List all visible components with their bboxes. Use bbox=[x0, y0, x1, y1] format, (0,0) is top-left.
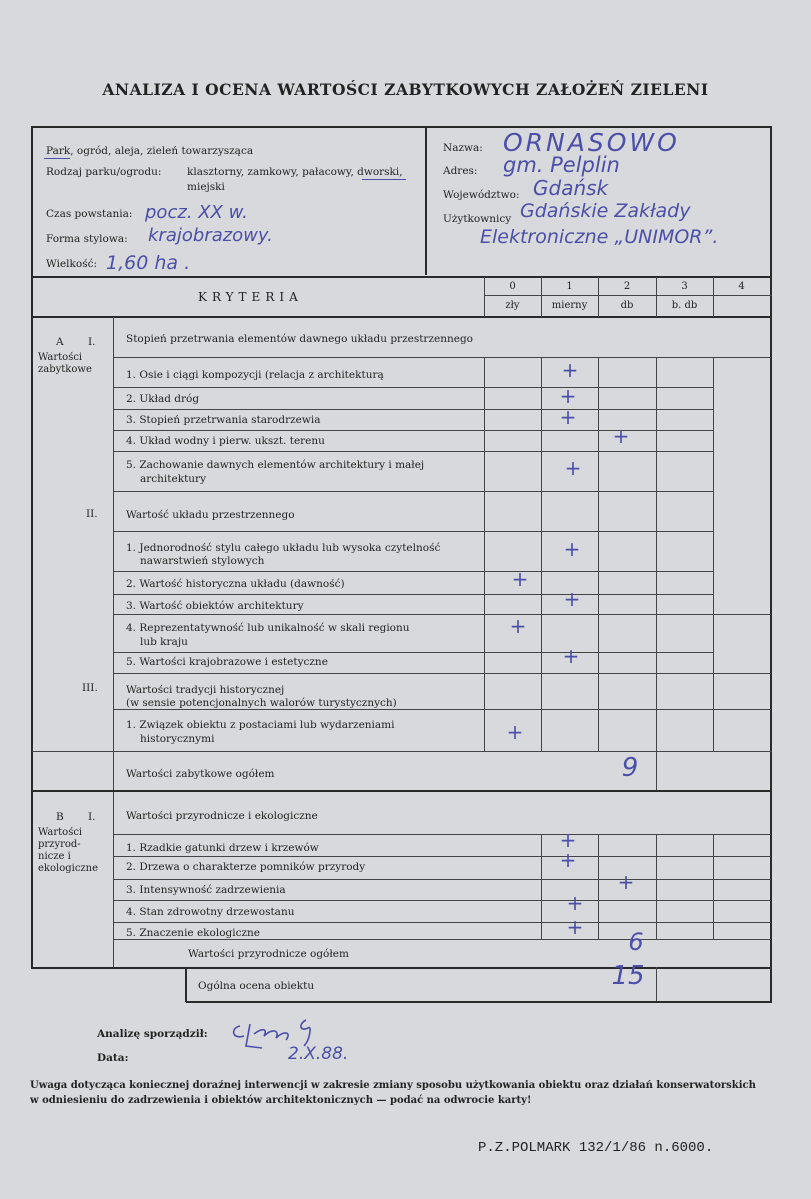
b-title-rule bbox=[113, 834, 771, 835]
type-label: Park, ogród, aleja, zieleń towarzysząca bbox=[46, 145, 254, 157]
criteria-col-divider bbox=[484, 295, 772, 296]
section-a-total-value: 9 bbox=[621, 753, 639, 783]
overall-divider bbox=[656, 967, 657, 1002]
mark-g1-4: + bbox=[612, 424, 630, 448]
name-label: Nazwa: bbox=[443, 142, 483, 154]
b-item-3: 3. Intensywność zadrzewienia bbox=[126, 884, 286, 896]
group3-title-1: Wartości tradycji historycznej bbox=[126, 684, 285, 696]
col-1-num: 1 bbox=[566, 281, 573, 292]
overall-value: 15 bbox=[611, 961, 645, 991]
name-value: ORNASOWO bbox=[503, 128, 680, 157]
date-label: Data: bbox=[97, 1052, 129, 1064]
grid-col-2 bbox=[598, 357, 599, 752]
users-value-1: Gdańskie Zakłady bbox=[520, 200, 691, 222]
form-code: P.Z.POLMARK 132/1/86 n.6000. bbox=[478, 1140, 714, 1156]
section-b-title: Wartości przyrodnicze i ekologiczne bbox=[126, 810, 318, 822]
style-value: krajobrazowy. bbox=[148, 225, 273, 246]
note-line-1: Uwaga dotycząca koniecznej doraźnej interwencji w zakresie zmiany sposobu użytkowania obiektu oraz działań konserwatorskich bbox=[30, 1080, 756, 1091]
mark-g2-3: + bbox=[563, 587, 581, 611]
note-line-2: w odniesieniu do zadrzewienia i obiektów architektonicznych — podać na odwrocie karty! bbox=[30, 1095, 532, 1106]
g2-title-rule bbox=[113, 531, 713, 532]
b-item-1: 1. Rzadkie gatunki drzew i krzewów bbox=[126, 842, 319, 854]
g2-rule-3 bbox=[113, 614, 771, 615]
g2-item-4b: lub kraju bbox=[140, 636, 188, 648]
kind-label: Rodzaj parku/ogrodu: bbox=[46, 166, 162, 178]
col-3-num: 3 bbox=[681, 281, 688, 292]
group1-title: Stopień przetrwania elementów dawnego układu przestrzennego bbox=[126, 333, 473, 345]
col-line-2 bbox=[598, 277, 599, 317]
group2-title: Wartość układu przestrzennego bbox=[126, 509, 295, 521]
voivodeship-label: Województwo: bbox=[443, 189, 520, 201]
a-total-divider bbox=[656, 752, 657, 790]
g2-rule-2 bbox=[113, 594, 713, 595]
section-b-name-2: przyrod- bbox=[38, 839, 81, 850]
section-a-letter: A bbox=[56, 336, 64, 348]
form-right-border bbox=[770, 126, 772, 1002]
mark-b-5: + bbox=[566, 915, 584, 939]
b-rule-3 bbox=[113, 900, 771, 901]
grid-b-col-0 bbox=[541, 834, 542, 940]
g3-title-rule bbox=[113, 709, 771, 710]
g3-rule-1 bbox=[32, 751, 772, 752]
section-a-bottom-border bbox=[32, 790, 772, 792]
g1-item-1: 1. Osie i ciągi kompozycji (relacja z architekturą bbox=[126, 369, 384, 381]
col-line-1 bbox=[541, 277, 542, 317]
section-b-name-4: ekologiczne bbox=[38, 863, 99, 874]
mark-g1-3: + bbox=[559, 405, 577, 429]
col-line-4 bbox=[713, 277, 714, 317]
g1-item-3: 3. Stopień przetrwania starodrzewia bbox=[126, 414, 321, 426]
g1-item-5: 5. Zachowanie dawnych elementów architektury i małej bbox=[126, 459, 425, 471]
section-b-name-3: nicze i bbox=[38, 851, 71, 862]
g2-item-5: 5. Wartości krajobrazowe i estetyczne bbox=[126, 656, 328, 668]
g2-rule-4 bbox=[113, 652, 713, 653]
col-line-3 bbox=[656, 277, 657, 317]
col-2-name: db bbox=[620, 300, 634, 311]
section-b-bottom-border bbox=[32, 967, 772, 969]
b-rule-2 bbox=[113, 879, 771, 880]
grid-b-col-2 bbox=[656, 834, 657, 940]
section-a-name-2: zabytkowe bbox=[38, 364, 92, 375]
group3-num: III. bbox=[82, 682, 98, 694]
criteria-bottom-border bbox=[32, 316, 772, 318]
grid-col-4 bbox=[713, 357, 714, 752]
mark-b-1: + bbox=[559, 828, 577, 852]
section-b-letter: B bbox=[56, 811, 64, 823]
form-title: ANALIZA I OCENA WARTOŚCI ZABYTKOWYCH ZAŁOŻEŃ ZIELENI bbox=[102, 80, 709, 99]
g2-item-2: 2. Wartość historyczna układu (dawność) bbox=[126, 578, 345, 590]
b-item-4: 4. Stan zdrowotny drzewostanu bbox=[126, 906, 295, 918]
group2-num: II. bbox=[86, 508, 98, 520]
kind-values-1: klasztorny, zamkowy, pałacowy, dworski, bbox=[187, 166, 403, 178]
col-0-num: 0 bbox=[509, 281, 516, 292]
overall-left-border bbox=[185, 967, 187, 1002]
group1-title-rule bbox=[113, 357, 771, 358]
mark-g2-4: + bbox=[509, 614, 527, 638]
address-label: Adres: bbox=[443, 165, 478, 177]
g2-item-4: 4. Reprezentatywność lub unikalność w skali regionu bbox=[126, 622, 410, 634]
g1-item-4: 4. Układ wodny i pierw. ukszt. terenu bbox=[126, 435, 325, 447]
origin-value: pocz. XX w. bbox=[145, 202, 248, 223]
g2-rule-1 bbox=[113, 571, 713, 572]
mark-b-3: + bbox=[617, 870, 635, 894]
group3-title-2: (w sensie potencjonalnych walorów turystycznych) bbox=[126, 697, 397, 709]
section-label-divider bbox=[113, 317, 114, 968]
section-b-num: I. bbox=[88, 811, 96, 823]
size-label: Wielkość: bbox=[46, 258, 98, 270]
col-3-name: b. db bbox=[671, 300, 698, 311]
col-line-0 bbox=[484, 277, 485, 317]
group1-num: I. bbox=[88, 336, 96, 348]
b-rule-5 bbox=[113, 939, 771, 940]
grid-b-col-1 bbox=[598, 834, 599, 940]
grid-col-1 bbox=[541, 357, 542, 752]
mark-g1-1: + bbox=[561, 358, 579, 382]
dworski-underline bbox=[362, 179, 406, 180]
mark-g3-1: + bbox=[506, 720, 524, 744]
prepared-label: Analizę sporządził: bbox=[97, 1028, 208, 1040]
form-left-border bbox=[31, 126, 33, 969]
g3-item-1: 1. Związek obiektu z postaciami lub wydarzeniami bbox=[126, 719, 395, 731]
b-item-5: 5. Znaczenie ekologiczne bbox=[126, 927, 261, 939]
users-value-2: Elektroniczne „UNIMOR”. bbox=[480, 226, 719, 248]
col-4-num: 4 bbox=[738, 281, 745, 292]
g1-item-2: 2. Układ dróg bbox=[126, 393, 200, 405]
g1-rule-4 bbox=[113, 451, 713, 452]
g1-item-5b: architektury bbox=[140, 473, 207, 485]
b-item-2: 2. Drzewa o charakterze pomników przyrody bbox=[126, 861, 366, 873]
overall-label: Ogólna ocena obiektu bbox=[198, 980, 315, 992]
b-rule-1 bbox=[113, 856, 771, 857]
col-0-name: zły bbox=[505, 300, 520, 311]
overall-bottom-border bbox=[186, 1001, 772, 1003]
park-underline bbox=[44, 158, 70, 159]
address-value: gm. Pelplin bbox=[503, 153, 620, 177]
g2-rule-5 bbox=[113, 673, 771, 674]
mark-g2-1: + bbox=[563, 537, 581, 561]
g2-item-1b: nawarstwień stylowych bbox=[140, 555, 265, 567]
section-b-name-1: Wartości bbox=[38, 827, 83, 838]
section-a-total-label: Wartości zabytkowe ogółem bbox=[126, 768, 275, 780]
header-divider bbox=[425, 127, 427, 275]
style-label: Forma stylowa: bbox=[46, 233, 128, 245]
grid-col-0 bbox=[484, 357, 485, 752]
mark-g1-5: + bbox=[564, 456, 582, 480]
kind-values-2: miejski bbox=[187, 181, 225, 193]
grid-b-col-3 bbox=[713, 834, 714, 940]
section-a-name-1: Wartości bbox=[38, 352, 83, 363]
size-value: 1,60 ha . bbox=[106, 252, 191, 274]
mark-b-2: + bbox=[559, 848, 577, 872]
g1-rule-1 bbox=[113, 387, 713, 388]
mark-g2-2: + bbox=[511, 567, 529, 591]
col-1-name: mierny bbox=[551, 300, 588, 311]
mark-g1-2: + bbox=[559, 384, 577, 408]
mark-g2-5: + bbox=[562, 644, 580, 668]
g2-item-3: 3. Wartość obiektów architektury bbox=[126, 600, 304, 612]
criteria-top-border bbox=[32, 276, 772, 278]
section-b-total-value: 6 bbox=[628, 928, 644, 956]
b-rule-4 bbox=[113, 922, 771, 923]
date-value: 2.X.88. bbox=[288, 1044, 349, 1064]
voivodeship-value: Gdańsk bbox=[533, 176, 609, 200]
criteria-label: KRYTERIA bbox=[198, 290, 303, 304]
grid-col-3 bbox=[656, 357, 657, 752]
mark-b-4: + bbox=[566, 891, 584, 915]
users-label: Użytkownicy bbox=[443, 213, 512, 225]
g1-rule-5 bbox=[113, 491, 713, 492]
g3-item-1b: historycznymi bbox=[140, 733, 215, 745]
g1-rule-2 bbox=[113, 409, 713, 410]
section-b-total-label: Wartości przyrodnicze ogółem bbox=[188, 948, 349, 960]
col-2-num: 2 bbox=[623, 281, 631, 292]
origin-label: Czas powstania: bbox=[46, 208, 133, 220]
g2-item-1: 1. Jednorodność stylu całego układu lub wysoka czytelność bbox=[126, 542, 441, 554]
